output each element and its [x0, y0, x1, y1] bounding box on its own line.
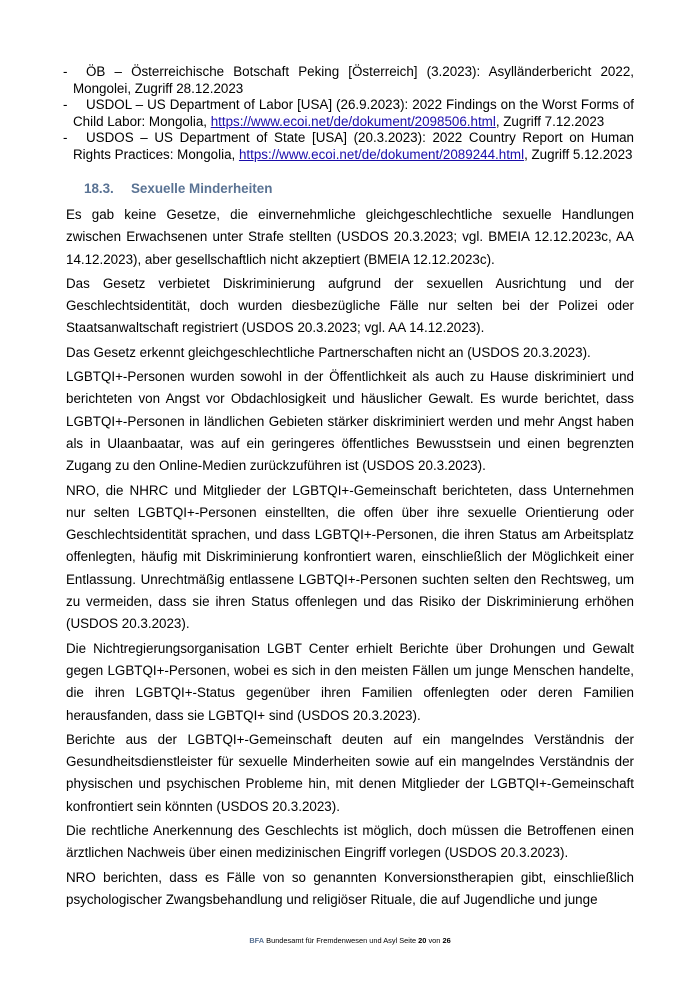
footer-text: Bundesamt für Fremdenwesen und Asyl Seite: [266, 936, 417, 945]
section-body: [66, 204, 634, 911]
source-link[interactable]: https://www.ecoi.net/de/dokument/2089244.html: [238, 146, 525, 162]
source-item: [63, 130, 634, 163]
paragraph: NRO berichten, dass es Fälle von so genannten Konversionstherapien gibt, einschließlich psychologischer Zwangsbehandlung und religiöser Rituale, die auf Jugendliche und junge: [66, 869, 634, 907]
paragraph: Die Nichtregierungsorganisation LGBT Center erhielt Berichte über Drohungen und Gewalt gegen LGBTQI+-Personen, wobei es sich in den meisten Fällen um junge Menschen handelte, die ihren LGBTQI+-Status gegenüber ihren Familien offenlegten oder deren Familien herausfanden, dass sie LGBTQI+ sind (USDOS 20.3.2023).: [66, 640, 634, 723]
section-title: Sexuelle Minderheiten: [131, 181, 273, 196]
paragraph: LGBTQI+-Personen wurden sowohl in der Öffentlichkeit als auch zu Hause diskriminiert und berichteten von Angst vor Obdachlosigkeit und häuslicher Gewalt. Es wurde berichtet, dass LGBTQI+-Personen in ländlichen Gebieten stärker diskriminiert werden und mehr Angst haben als in Ulaanbaatar, was auf ein geringeres öffentliches Bewusstsein und einen begrenzten Zugang zu den Online-Medien zurückzuführen ist (USDOS 20.3.2023).: [66, 369, 634, 474]
paragraph: Das Gesetz erkennt gleichgeschlechtliche Partnerschaften nicht an (USDOS 20.3.2023).: [66, 344, 591, 360]
footer-page-total: 26: [442, 936, 451, 945]
source-text: USDOS – US Department of State [USA] (20.3.2023): 2022 Country Report on Human Rights Practices: Mongolia,: [73, 130, 634, 162]
paragraph: Berichte aus der LGBTQI+-Gemeinschaft deuten auf ein mangelndes Verständnis der Gesundheitsdienstleister für sexuelle Minderheiten sowie auf ein mangelndes Verständnis der physischen und psychischen Probleme hin, mit denen Mitglieder der LGBTQI+-Gemeinschaft konfrontiert sein könnten (USDOS 20.3.2023).: [66, 731, 634, 814]
list-dash: -: [63, 97, 68, 112]
source-suffix: , Zugriff 5.12.2023: [524, 146, 633, 162]
page-footer: [0, 936, 700, 945]
source-text: USDOL – US Department of Labor [USA] (26.9.2023): 2022 Findings on the Worst Forms of Child Labor: Mongolia,: [73, 97, 634, 129]
document-page: [63, 64, 634, 913]
list-dash: -: [63, 64, 68, 79]
source-link[interactable]: https://www.ecoi.net/de/dokument/2098506.html: [210, 113, 496, 129]
source-list: [63, 64, 634, 163]
source-item: [63, 64, 634, 97]
section-heading: [84, 181, 634, 196]
footer-of: von: [428, 936, 441, 945]
footer-brand: BFA: [249, 936, 265, 945]
section-number: 18.3.: [84, 181, 114, 196]
source-item: [63, 97, 634, 130]
list-dash: -: [63, 130, 68, 145]
paragraph: NRO, die NHRC und Mitglieder der LGBTQI+-Gemeinschaft berichteten, dass Unternehmen nur selten LGBTQI+-Personen einstellten, die offen über ihre sexuelle Orientierung oder Geschlechtsidentität sprachen, und dass LGBTQI+-Personen, die ihren Status am Arbeitsplatz offenlegten, häufig mit Diskriminierung konfrontiert waren, einschließlich der Möglichkeit einer Entlassung. Unrechtmäßig entlassene LGBTQI+-Personen suchten selten den Rechtsweg, um zu vermeiden, dass sie ihren Status offenlegen und das Risiko der Diskriminierung erhöhen (USDOS 20.3.2023).: [66, 482, 634, 632]
paragraph: Es gab keine Gesetze, die einvernehmliche gleichgeschlechtliche sexuelle Handlungen zwischen Erwachsenen unter Strafe stellten (USDOS 20.3.2023; vgl. BMEIA 12.12.2023c, AA 14.12.2023), aber gesellschaftlich nicht akzeptiert (BMEIA 12.12.2023c).: [66, 207, 634, 267]
paragraph: Das Gesetz verbietet Diskriminierung aufgrund der sexuellen Ausrichtung und der Geschlechtsidentität, doch wurden diesbezügliche Fälle nur selten bei der Polizei oder Staatsanwaltschaft registriert (USDOS 20.3.2023; vgl. AA 14.12.2023).: [66, 275, 634, 336]
footer-page-number: 20: [418, 936, 427, 945]
paragraph: Die rechtliche Anerkennung des Geschlechts ist möglich, doch müssen die Betroffenen einen ärztlichen Nachweis über einen medizinischen Eingriff vorlegen (USDOS 20.3.2023).: [66, 823, 634, 861]
source-text: ÖB – Österreichische Botschaft Peking [Österreich] (3.2023): Asylländerbericht 2022, Mongolei, Zugriff 28.12.2023: [73, 64, 634, 96]
source-suffix: , Zugriff 7.12.2023: [495, 113, 605, 129]
